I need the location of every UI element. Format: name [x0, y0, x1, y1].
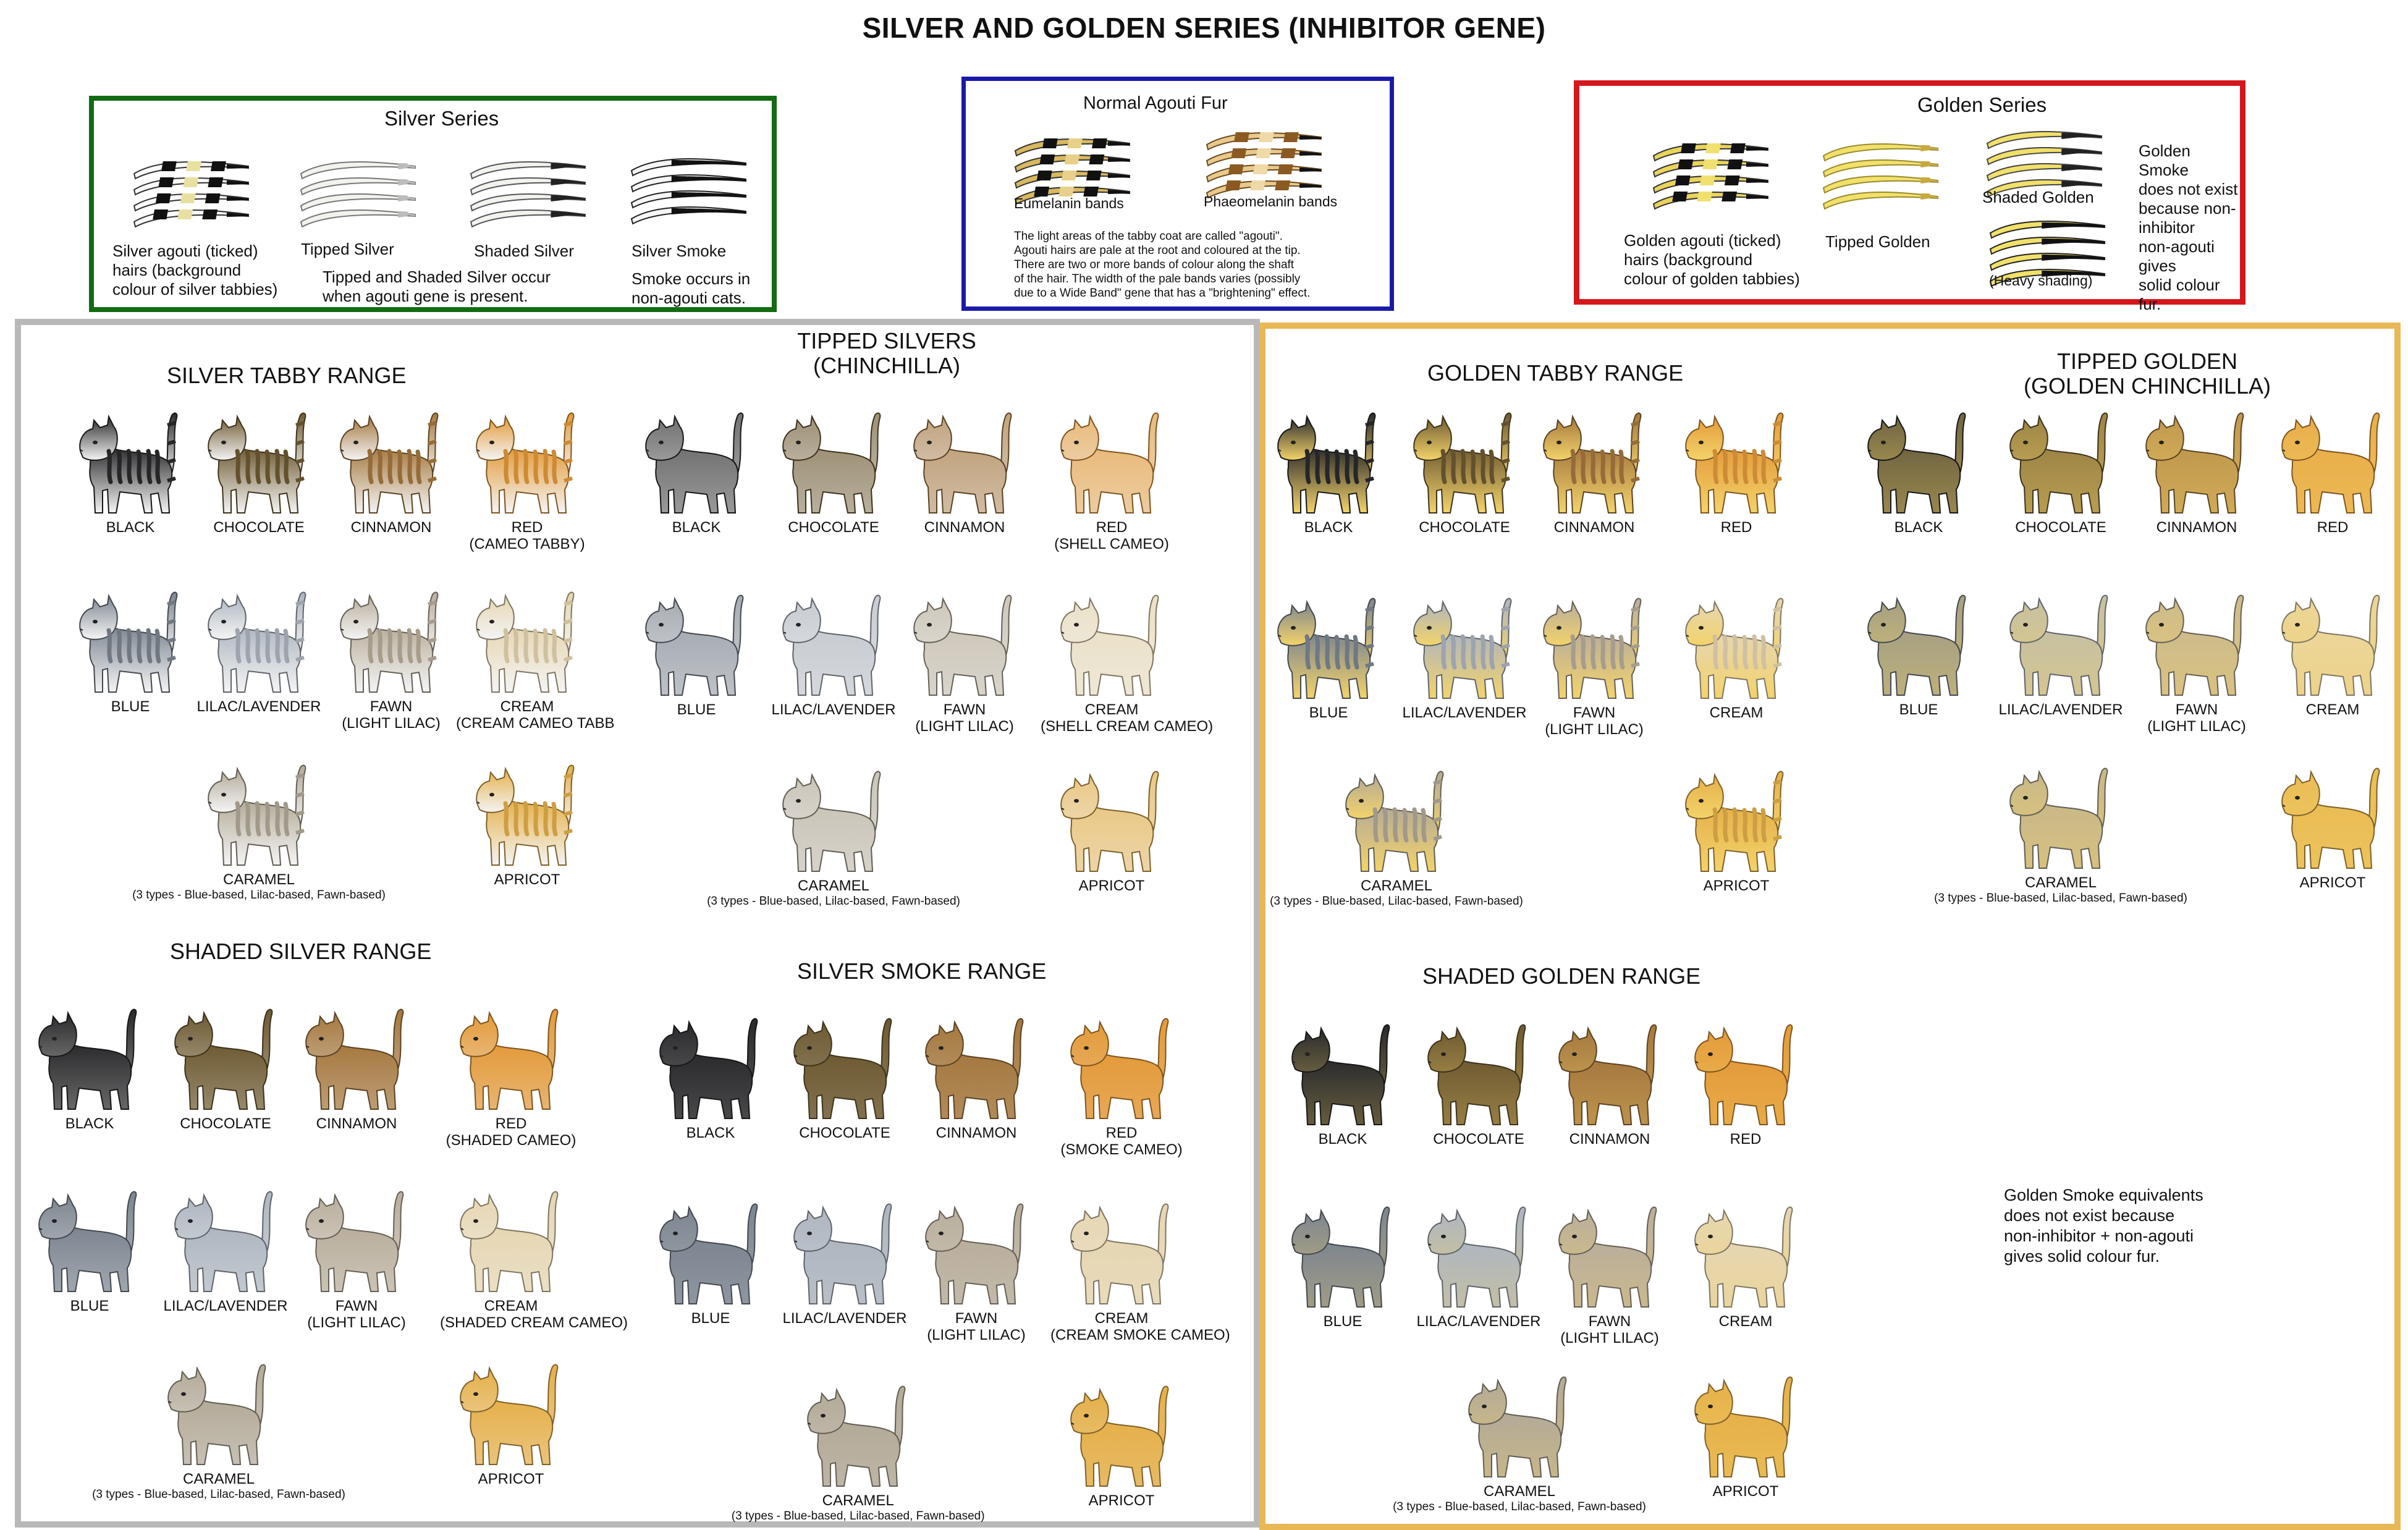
shaded-golden-cat-red [1675, 1020, 1817, 1148]
tipped-silver-title: TIPPED SILVERS (CHINCHILLA) [797, 328, 976, 378]
tipped-golden-caption: Tipped Golden [1825, 232, 1930, 251]
cat-icon [905, 1199, 1047, 1310]
cat-icon [456, 408, 598, 519]
cat-icon [1041, 408, 1183, 519]
silver-agouti-hair-icon [128, 150, 251, 237]
cat-label: (LIGHT LILAC) [342, 715, 441, 732]
cat-label: APRICOT [478, 1471, 544, 1487]
shaded-golden-caption: Shaded Golden [1982, 188, 2094, 206]
cat-icon [456, 760, 598, 871]
cat-label: CINNAMON [316, 1115, 397, 1132]
cat-label: LILAC/LAVENDER [1998, 701, 2123, 718]
golden-tabby-cat-cream [1665, 593, 1807, 721]
tipped-silver-cat-blue [625, 590, 767, 718]
cat-label: CHOCOLATE [213, 519, 305, 536]
cat-icon [625, 408, 767, 519]
cat-label: BLUE [691, 1310, 730, 1327]
cat-icon [640, 1199, 782, 1310]
silver-smoke-cat-cinnamon [905, 1013, 1047, 1141]
cat-label: CARAMEL [182, 1471, 255, 1487]
cat-label: CINNAMON [2156, 519, 2237, 536]
tipped-silver-cat-black [625, 408, 767, 536]
silver-tabby-cat-blue [59, 587, 201, 715]
cat-icon [19, 1004, 161, 1115]
cat-icon [285, 1186, 428, 1298]
silver-smoke-cat-chocolate [774, 1013, 916, 1141]
cat-icon [285, 1004, 428, 1115]
tipped-shaded-note: Tipped and Shaded Silver occur when agouti gene is present. [323, 268, 551, 305]
shaded-golden-cat-blue [1272, 1202, 1414, 1330]
silver-tabby-cat-chocolate [188, 408, 330, 536]
silver-tabby-title: SILVER TABBY RANGE [167, 363, 407, 388]
cat-label: BLACK [106, 519, 155, 536]
cat-label: FAWN [370, 698, 413, 715]
shaded-silver-cat-cinnamon [285, 1004, 428, 1132]
cat-icon [763, 766, 905, 877]
normal-agouti-heading: Normal Agouti Fur [1083, 93, 1228, 113]
golden-tabby-cat-fawn [1523, 593, 1665, 738]
cat-icon [188, 587, 330, 698]
cat-icon [1325, 766, 1468, 877]
cat-label: LILAC/LAVENDER [196, 698, 321, 715]
tipped-silver-cat-chocolate [763, 408, 905, 536]
cat-icon [154, 1004, 297, 1115]
cat-label: LILAC/LAVENDER [771, 701, 896, 718]
cat-icon [1408, 1020, 1550, 1131]
cat-icon [1675, 1372, 1817, 1483]
silver-agouti-caption: Silver agouti (ticked) hairs (background colour of silver tabbies) [112, 242, 278, 298]
cat-label: CREAM [1709, 704, 1764, 721]
cat-label: RED [495, 1115, 527, 1132]
cat-icon [2262, 590, 2404, 701]
cat-label: (LIGHT LILAC) [927, 1327, 1026, 1343]
cat-label: CINNAMON [1569, 1131, 1650, 1148]
tipped-silver-cat-apricot [1041, 766, 1183, 894]
shaded-silver-cat-fawn [285, 1186, 428, 1331]
cat-label: CARAMEL [797, 877, 870, 894]
cat-icon [893, 408, 1036, 519]
cat-label: CREAM [1094, 1310, 1149, 1327]
silver-smoke-cat-red [1050, 1013, 1193, 1158]
agouti-explanation: The light areas of the tabby coat are called "agouti". Agouti hairs are pale at the root and coloured at the tip. There are two or more bands of colour along the shaft of the hair. The width of the pale bands varies (possibly due to a Wide Band" gene that has a "brightening" effect. [1014, 230, 1311, 300]
shaded-golden-cat-fawn [1539, 1202, 1681, 1346]
cat-icon [1990, 408, 2132, 519]
cat-icon [640, 1013, 782, 1125]
cat-icon [154, 1186, 297, 1298]
cat-icon [2126, 408, 2268, 519]
cat-label: CARAMEL [822, 1492, 894, 1509]
tipped-golden-hair-icon [1817, 132, 1941, 219]
golden-tabby-cat-cinnamon [1523, 408, 1665, 536]
cat-icon [1393, 593, 1536, 704]
cat-label: FAWN [1573, 704, 1616, 721]
cat-label: (SHADED CAMEO) [446, 1132, 577, 1149]
silver-series-legend [89, 96, 777, 312]
cat-icon [1448, 1372, 1591, 1483]
cat-label: CINNAMON [936, 1125, 1017, 1141]
smoke-note: Smoke occurs in non-agouti cats. [632, 269, 751, 307]
cat-icon [1665, 408, 1807, 519]
cat-label: FAWN [335, 1298, 378, 1314]
tipped-golden-cat-lilac-lavender [1990, 590, 2132, 718]
cat-label: BLACK [672, 519, 721, 536]
cat-label: RED [2317, 519, 2349, 536]
silver-smoke-cat-black [640, 1013, 782, 1141]
cat-label: APRICOT [1712, 1483, 1779, 1500]
silver-smoke-cat-lilac-lavender [774, 1199, 916, 1327]
tipped-silver-cat-caramel [707, 766, 960, 908]
cat-icon [1523, 593, 1665, 704]
tipped-golden-cat-chocolate [1990, 408, 2132, 536]
shaded-golden-cat-chocolate [1408, 1020, 1550, 1148]
shaded-silver-caption: Shaded Silver [474, 242, 574, 260]
cat-label: BLACK [1318, 1131, 1367, 1148]
golden-smoke-note: Golden Smoke does not exist because non-inhibitor non-agouti gives solid colour fur. [2139, 142, 2238, 313]
caramel-types-note: (3 types - Blue-based, Lilac-based, Fawn-based) [92, 1488, 345, 1501]
tipped-golden-cat-apricot [2262, 763, 2404, 891]
cat-icon [320, 587, 462, 698]
cat-label: CARAMEL [222, 871, 295, 888]
cat-label: FAWN [1588, 1313, 1631, 1330]
golden-series-heading: Golden Series [1917, 93, 2047, 116]
shaded-silver-cat-apricot [440, 1359, 582, 1487]
cat-icon [774, 1199, 916, 1310]
cat-label: CREAM [1718, 1313, 1773, 1330]
shaded-golden-cat-cinnamon [1539, 1020, 1681, 1148]
shaded-silver-hair-icon [465, 150, 588, 237]
silver-smoke-cat-blue [640, 1199, 782, 1327]
tipped-golden-cat-red [2262, 408, 2404, 536]
eumelanin-caption: Eumelanin bands [1014, 195, 1124, 211]
golden-tabby-cat-chocolate [1393, 408, 1536, 536]
cat-label: (SHELL CAMEO) [1054, 536, 1169, 552]
silver-smoke-cat-cream [1050, 1199, 1230, 1343]
cat-label: (LIGHT LILAC) [915, 718, 1014, 735]
cat-label: RED [1720, 519, 1752, 536]
cat-label: BLUE [677, 701, 716, 718]
cat-icon [148, 1359, 290, 1471]
cat-label: CHOCOLATE [788, 519, 879, 536]
shaded-golden-cat-lilac-lavender [1408, 1202, 1550, 1330]
cat-label: (CAMEO TABBY) [469, 536, 585, 552]
silver-series-heading: Silver Series [384, 107, 499, 130]
cat-icon [188, 408, 330, 519]
golden-tabby-cat-blue [1257, 593, 1400, 721]
golden-tabby-cat-red [1665, 408, 1807, 536]
page-title: SILVER AND GOLDEN SERIES (INHIBITOR GENE) [862, 12, 1546, 44]
cat-label: APRICOT [494, 871, 560, 888]
tipped-silver-cat-lilac-lavender [763, 590, 905, 718]
cat-icon [787, 1381, 929, 1492]
cat-label: CHOCOLATE [799, 1125, 890, 1141]
cat-label: (SHELL CREAM CAMEO) [1041, 718, 1214, 735]
tipped-golden-cat-cream [2262, 590, 2404, 718]
shaded-silver-cat-red [440, 1004, 582, 1149]
golden-tabby-title: GOLDEN TABBY RANGE [1427, 360, 1684, 386]
silver-tabby-cat-red [456, 408, 598, 552]
cat-icon [320, 408, 462, 519]
cat-label: CINNAMON [1553, 519, 1635, 536]
cat-icon [1408, 1202, 1550, 1313]
silver-tabby-cat-black [59, 408, 201, 536]
golden-smoke-equivalents-note: Golden Smoke equivalents does not exist because non-inhibitor + non-agouti gives solid colour fur. [2004, 1186, 2203, 1266]
silver-smoke-title: SILVER SMOKE RANGE [797, 958, 1047, 984]
silver-tabby-cat-cream [456, 587, 615, 732]
tipped-golden-cat-fawn [2126, 590, 2268, 735]
cat-icon [625, 590, 767, 701]
cat-label: CREAM [1084, 701, 1139, 718]
cat-icon [440, 1186, 582, 1298]
shaded-golden-cat-cream [1675, 1202, 1817, 1330]
cat-label: (CREAM CAMEO TABB [456, 715, 615, 732]
cat-label: RED [1105, 1125, 1138, 1141]
cat-icon [2126, 590, 2268, 701]
silver-smoke-caption: Silver Smoke [632, 242, 727, 260]
cat-label: CARAMEL [1483, 1483, 1556, 1500]
cat-icon [1272, 1202, 1414, 1313]
silver-tabby-cat-caramel [132, 760, 386, 902]
silver-tabby-cat-fawn [320, 587, 462, 732]
cat-label: LILAC/LAVENDER [1416, 1313, 1541, 1330]
cat-icon [1257, 593, 1400, 704]
tipped-golden-cat-caramel [1934, 763, 2187, 905]
tipped-silver-cat-cream [1041, 590, 1214, 735]
cat-icon [1675, 1020, 1817, 1131]
golden-tabby-cat-caramel [1270, 766, 1523, 908]
shaded-silver-cat-caramel [92, 1359, 345, 1502]
shaded-silver-title: SHADED SILVER RANGE [170, 939, 432, 964]
cat-icon [1523, 408, 1665, 519]
cat-label: CREAM [2305, 701, 2360, 718]
tipped-silver-caption: Tipped Silver [301, 240, 394, 258]
caramel-types-note: (3 types - Blue-based, Lilac-based, Fawn-based) [1270, 895, 1523, 908]
cat-icon [1675, 1202, 1817, 1313]
tipped-golden-cat-blue [1848, 590, 1990, 718]
golden-agouti-hair-icon [1647, 132, 1771, 219]
cat-label: (LIGHT LILAC) [1560, 1330, 1659, 1346]
cat-label: (SHADED CREAM CAMEO) [440, 1314, 628, 1331]
cat-label: CARAMEL [2024, 874, 2097, 891]
cat-label: BLUE [1899, 701, 1938, 718]
cat-label: CREAM [500, 698, 554, 715]
cat-label: (CREAM SMOKE CAMEO) [1050, 1327, 1230, 1343]
cat-label: RED [1730, 1131, 1762, 1148]
cat-label: APRICOT [1703, 877, 1770, 894]
silver-smoke-cat-apricot [1050, 1381, 1193, 1509]
cat-icon [763, 590, 905, 701]
shaded-silver-cat-blue [19, 1186, 161, 1314]
cat-label: BLACK [686, 1125, 735, 1141]
caramel-types-note: (3 types - Blue-based, Lilac-based, Fawn-based) [132, 889, 386, 902]
cat-label: CINNAMON [350, 519, 432, 536]
shaded-silver-cat-chocolate [154, 1004, 297, 1132]
cat-label: RED [1096, 519, 1128, 536]
cat-icon [1272, 1020, 1414, 1131]
cat-icon [893, 590, 1036, 701]
silver-tabby-cat-apricot [456, 760, 598, 888]
silver-smoke-hair-icon [625, 147, 749, 234]
cat-icon [1990, 590, 2132, 701]
golden-tabby-cat-black [1257, 408, 1400, 536]
cat-label: (LIGHT LILAC) [1545, 721, 1644, 738]
tipped-silver-cat-cinnamon [893, 408, 1036, 536]
tipped-golden-cat-black [1848, 408, 1990, 536]
cat-label: RED [511, 519, 543, 536]
cat-icon [440, 1004, 582, 1115]
cat-label: (SMOKE CAMEO) [1060, 1141, 1183, 1158]
tipped-silver-cat-fawn [893, 590, 1036, 735]
cat-label: CINNAMON [924, 519, 1005, 536]
cat-icon [1665, 593, 1807, 704]
shaded-silver-cat-lilac-lavender [154, 1186, 297, 1314]
silver-tabby-cat-cinnamon [320, 408, 462, 536]
tipped-silver-hair-icon [295, 150, 418, 237]
cat-icon [1665, 766, 1807, 877]
cat-icon [59, 587, 201, 698]
caramel-types-note: (3 types - Blue-based, Lilac-based, Fawn-based) [731, 1510, 985, 1523]
cat-icon [1848, 408, 1990, 519]
silver-smoke-cat-fawn [905, 1199, 1047, 1343]
shaded-silver-cat-cream [440, 1186, 628, 1331]
cat-icon [440, 1359, 582, 1471]
cat-icon [1539, 1020, 1681, 1131]
cat-label: CHOCOLATE [2015, 519, 2106, 536]
cat-icon [1050, 1199, 1193, 1310]
cat-label: (LIGHT LILAC) [2147, 718, 2246, 735]
cat-icon [19, 1186, 161, 1298]
cat-label: LILAC/LAVENDER [782, 1310, 907, 1327]
normal-agouti-legend [961, 77, 1394, 311]
cat-icon [1257, 408, 1400, 519]
golden-tabby-cat-apricot [1665, 766, 1807, 894]
cat-label: LILAC/LAVENDER [1402, 704, 1527, 721]
silver-tabby-cat-lilac-lavender [188, 587, 330, 715]
cat-icon [188, 760, 330, 871]
shaded-golden-title: SHADED GOLDEN RANGE [1422, 963, 1701, 989]
cat-icon [1050, 1013, 1193, 1125]
cat-icon [1050, 1381, 1193, 1492]
tipped-golden-title: TIPPED GOLDEN (GOLDEN CHINCHILLA) [2023, 349, 2271, 399]
cat-label: BLUE [1323, 1313, 1362, 1330]
cat-icon [2262, 763, 2404, 874]
cat-icon [1848, 590, 1990, 701]
cat-label: CHOCOLATE [1433, 1131, 1524, 1148]
cat-label: BLACK [65, 1115, 114, 1132]
cat-icon [1041, 590, 1183, 701]
cat-label: CARAMEL [1360, 877, 1433, 894]
golden-agouti-caption: Golden agouti (ticked) hairs (background colour of golden tabbies) [1624, 231, 1800, 288]
shaded-golden-cat-black [1272, 1020, 1414, 1148]
cat-label: FAWN [943, 701, 986, 718]
cat-label: BLACK [1304, 519, 1353, 536]
cat-icon [1990, 763, 2132, 874]
cat-label: BLUE [70, 1298, 109, 1314]
cat-label: BLACK [1894, 519, 1943, 536]
cat-label: FAWN [955, 1310, 998, 1327]
cat-icon [1393, 408, 1536, 519]
cat-label: CREAM [484, 1298, 538, 1314]
cat-label: APRICOT [1088, 1492, 1155, 1509]
tipped-golden-cat-cinnamon [2126, 408, 2268, 536]
cat-icon [59, 408, 201, 519]
caramel-types-note: (3 types - Blue-based, Lilac-based, Fawn-based) [1934, 892, 2187, 905]
cat-label: CHOCOLATE [1419, 519, 1510, 536]
caramel-types-note: (3 types - Blue-based, Lilac-based, Fawn-based) [1393, 1500, 1646, 1513]
cat-label: BLUE [111, 698, 150, 715]
cat-icon [456, 587, 598, 698]
phaeomelanin-caption: Phaeomelanin bands [1204, 193, 1338, 209]
cat-icon [763, 408, 905, 519]
tipped-silver-cat-red [1041, 408, 1183, 552]
cat-label: BLUE [1309, 704, 1348, 721]
heavy-shading-caption: (Heavy shading) [1989, 273, 2093, 289]
cat-label: APRICOT [2299, 874, 2366, 891]
cat-label: CHOCOLATE [180, 1115, 271, 1132]
shaded-golden-cat-apricot [1675, 1372, 1817, 1500]
cat-label: FAWN [2175, 701, 2218, 718]
silver-smoke-cat-caramel [731, 1381, 985, 1523]
cat-label: APRICOT [1078, 877, 1145, 894]
caramel-types-note: (3 types - Blue-based, Lilac-based, Fawn-based) [707, 895, 960, 908]
golden-tabby-cat-lilac-lavender [1393, 593, 1536, 721]
cat-icon [774, 1013, 916, 1125]
golden-series-legend [1574, 80, 2245, 313]
cat-label: (LIGHT LILAC) [307, 1314, 406, 1331]
cat-icon [1041, 766, 1183, 877]
cat-icon [905, 1013, 1047, 1125]
shaded-golden-cat-caramel [1393, 1372, 1646, 1514]
cat-icon [2262, 408, 2404, 519]
cat-label: LILAC/LAVENDER [163, 1298, 288, 1314]
shaded-silver-cat-black [19, 1004, 161, 1132]
cat-icon [1539, 1202, 1681, 1313]
